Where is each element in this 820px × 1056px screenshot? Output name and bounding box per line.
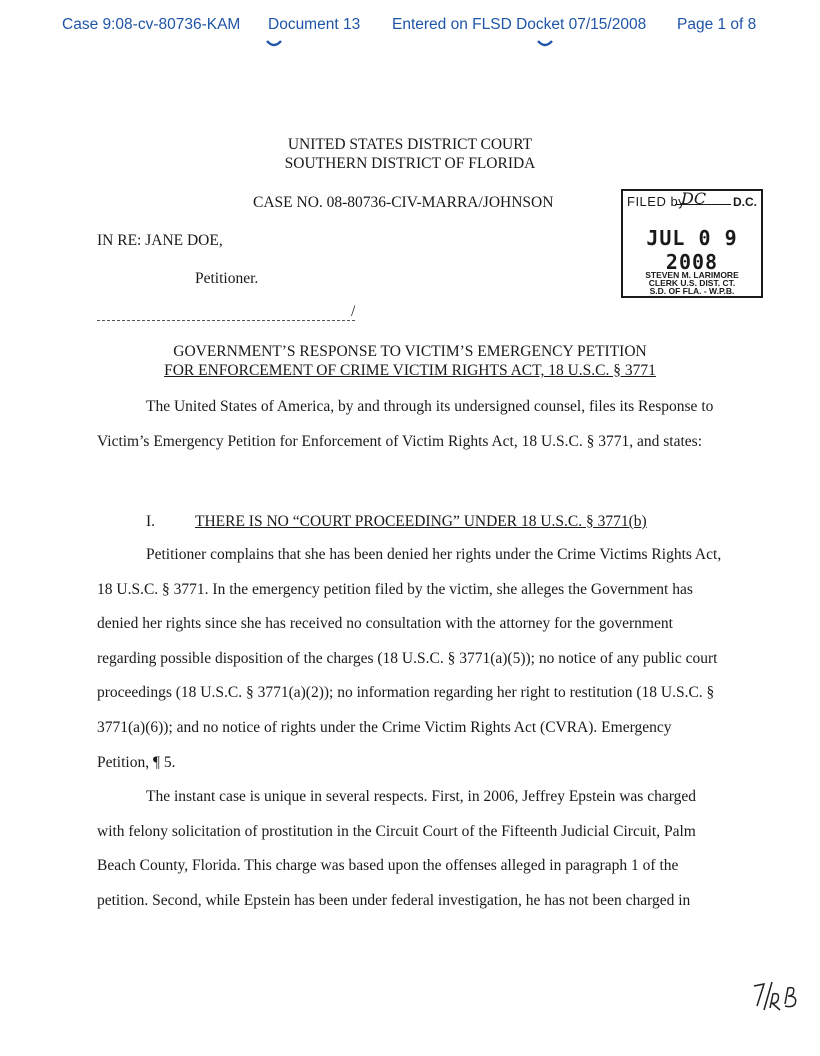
stamp-clerk-district: S.D. OF FLA. - W.P.B.	[649, 286, 735, 296]
paragraph-1: Petitioner complains that she has been denied her rights under the Crime Victims Rights Act, 18 U.S.C. § 3771. In the emergency petition filed by the victim, she alleges the Government has denied her rights since she has received no consultation with the attorney for the government regarding possible disposition of the charges (18 U.S.C. § 3771(a)(5)); no notice of any public court proceedings (18 U.S.C. § 3771(a)(2)); no information regarding her right to restitution (18 U.S.C. § 3771(a)(6)); and no notice of rights under the Crime Victim Rights Act (CVRA). Emergency Petition, ¶ 5.	[97, 546, 722, 771]
document-number: Document 13	[268, 16, 361, 33]
stamp-initials: DC	[681, 189, 707, 208]
stamp-date: JUL 0 9 2008	[646, 226, 738, 274]
caption-slash: /	[351, 303, 356, 320]
page-indicator: Page 1 of 8	[677, 16, 757, 33]
caption-in-re: IN RE: JANE DOE,	[97, 232, 223, 249]
stamp-clerk-name: STEVEN M. LARIMORE	[645, 270, 739, 280]
court-name: UNITED STATES DISTRICT COURT	[287, 136, 533, 153]
court-district: SOUTHERN DISTRICT OF FLORIDA	[284, 155, 536, 172]
handwritten-initials-icon	[752, 978, 804, 1014]
stamp-clerk-title: CLERK U.S. DIST. CT.	[648, 278, 736, 288]
scan-mark-icon	[537, 40, 553, 48]
case-number: Case 9:08-cv-80736-KAM	[62, 16, 241, 33]
docket-entry-date: Entered on FLSD Docket 07/15/2008	[392, 16, 647, 33]
scan-mark-icon	[266, 40, 282, 48]
stamp-filed-by: FILED by	[627, 194, 686, 209]
body-intro	[97, 390, 727, 459]
paragraph-2: The instant case is unique in several respects. First, in 2006, Jeffrey Epstein was charged with felony solicitation of prostitution in the Circuit Court of the Fifteenth Judicial Circuit, Palm Beach County, Florida. This charge was based upon the offenses alleged in paragraph 1 of the petition. Second, while Epstein has been under federal investigation, he has not been charged in	[97, 788, 696, 909]
caption-divider	[97, 320, 355, 321]
document-title: GOVERNMENT’S RESPONSE TO VICTIM’S EMERGENCY PETITION	[173, 343, 647, 360]
filed-stamp	[621, 189, 763, 298]
document-title-line2-wrap	[0, 362, 820, 380]
case-number-caption: CASE NO. 08-80736-CIV-MARRA/JOHNSON	[253, 194, 554, 211]
section-number: I.	[146, 513, 156, 530]
caption-petitioner: Petitioner.	[195, 270, 259, 287]
stamp-dc: D.C.	[733, 195, 757, 209]
body-section-1	[97, 538, 727, 919]
intro-paragraph: The United States of America, by and through its undersigned counsel, files its Response to Victim’s Emergency Petition for Enforcement of Victim Rights Act, 18 U.S.C. § 3771, and states:	[97, 398, 714, 450]
document-title-line2: FOR ENFORCEMENT OF CRIME VICTIM RIGHTS ACT, 18 U.S.C. § 3771	[164, 362, 656, 379]
section-heading: THERE IS NO “COURT PROCEEDING” UNDER 18 U.S.C. § 3771(b)	[195, 513, 647, 530]
